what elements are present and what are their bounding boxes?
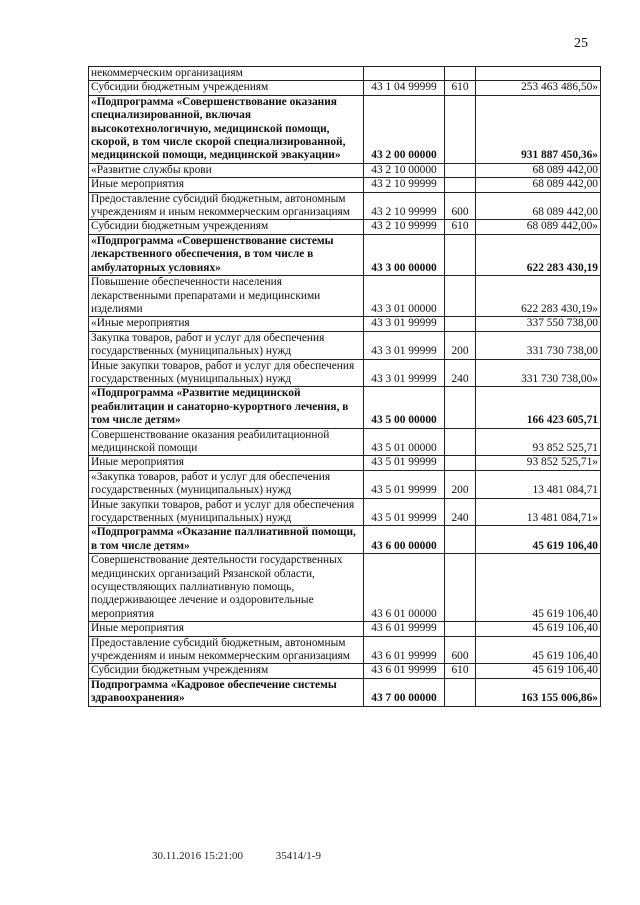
cell-name: Совершенствование деятельности государственных медицинских организаций Рязанской области, осуществляющих паллиативную помощь, поддерживающее лечение и оздоровительные мероприятия xyxy=(89,554,364,622)
cell-code: 43 6 01 00000 xyxy=(364,554,445,622)
cell-vr: 610 xyxy=(445,220,476,234)
cell-amount: 93 852 525,71» xyxy=(476,456,601,470)
cell-code: 43 3 01 99999 xyxy=(364,331,445,359)
cell-vr: 200 xyxy=(445,470,476,498)
cell-name: Иные закупки товаров, работ и услуг для обеспечения государственных (муниципальных) нужд xyxy=(89,359,364,387)
cell-vr: 610 xyxy=(445,81,476,95)
cell-code: 43 5 01 99999 xyxy=(364,470,445,498)
table-row xyxy=(89,178,601,192)
table-row xyxy=(89,163,601,177)
cell-code: 43 6 00 00000 xyxy=(364,526,445,554)
cell-code: 43 3 01 99999 xyxy=(364,359,445,387)
table-row xyxy=(89,234,601,275)
table-row xyxy=(89,276,601,317)
table-row xyxy=(89,67,601,81)
table-row xyxy=(89,636,601,664)
cell-vr: 600 xyxy=(445,192,476,220)
cell-amount: 13 481 084,71» xyxy=(476,498,601,526)
table-row xyxy=(89,192,601,220)
cell-code: 43 3 00 00000 xyxy=(364,234,445,275)
cell-name: «Подпрограмма «Оказание паллиативной помощи, в том числе детям» xyxy=(89,526,364,554)
cell-name: Подпрограмма «Кадровое обеспечение системы здравоохранения» xyxy=(89,678,364,706)
cell-vr: 610 xyxy=(445,664,476,678)
cell-code: 43 1 04 99999 xyxy=(364,81,445,95)
cell-amount: 45 619 106,40 xyxy=(476,636,601,664)
cell-amount: 45 619 106,40 xyxy=(476,622,601,636)
cell-vr: 240 xyxy=(445,359,476,387)
cell-amount: 45 619 106,40 xyxy=(476,526,601,554)
cell-code: 43 6 01 99999 xyxy=(364,636,445,664)
cell-code: 43 2 10 99999 xyxy=(364,220,445,234)
cell-name: «Закупка товаров, работ и услуг для обеспечения государственных (муниципальных) нужд xyxy=(89,470,364,498)
cell-vr xyxy=(445,622,476,636)
table-row xyxy=(89,470,601,498)
cell-code: 43 5 01 99999 xyxy=(364,498,445,526)
cell-vr xyxy=(445,276,476,317)
cell-code: 43 2 10 99999 xyxy=(364,178,445,192)
cell-amount: 331 730 738,00» xyxy=(476,359,601,387)
page-number: 25 xyxy=(574,36,588,51)
table-row xyxy=(89,95,601,163)
cell-name: «Подпрограмма «Совершенствование оказания специализированной, включая высокотехнологичную, медицинской помощи, скорой, в том числе скорой специализированной, медицинской помощи, медицинской эвакуации» xyxy=(89,95,364,163)
budget-table-body xyxy=(89,67,601,707)
cell-name: «Иные мероприятия xyxy=(89,317,364,331)
cell-amount: 622 283 430,19» xyxy=(476,276,601,317)
cell-amount: 253 463 486,50» xyxy=(476,81,601,95)
cell-amount xyxy=(476,67,601,81)
cell-name: Закупка товаров, работ и услуг для обеспечения государственных (муниципальных) нужд xyxy=(89,331,364,359)
cell-amount: 45 619 106,40 xyxy=(476,554,601,622)
cell-amount: 622 283 430,19 xyxy=(476,234,601,275)
cell-amount: 93 852 525,71 xyxy=(476,428,601,456)
cell-vr xyxy=(445,234,476,275)
cell-vr xyxy=(445,67,476,81)
table-row xyxy=(89,664,601,678)
cell-name: «Развитие службы крови xyxy=(89,163,364,177)
cell-amount: 45 619 106,40 xyxy=(476,664,601,678)
cell-code: 43 2 10 00000 xyxy=(364,163,445,177)
table-row xyxy=(89,387,601,428)
table-row xyxy=(89,220,601,234)
cell-vr: 240 xyxy=(445,498,476,526)
table-row xyxy=(89,317,601,331)
cell-name: Совершенствование оказания реабилитационной медицинской помощи xyxy=(89,428,364,456)
cell-name: Иные мероприятия xyxy=(89,178,364,192)
cell-name: Субсидии бюджетным учреждениям xyxy=(89,220,364,234)
cell-code: 43 6 01 99999 xyxy=(364,622,445,636)
cell-name: «Подпрограмма «Развитие медицинской реабилитации и санаторно-курортного лечения, в том числе детям» xyxy=(89,387,364,428)
table-row xyxy=(89,526,601,554)
table-row xyxy=(89,678,601,706)
cell-name: Предоставление субсидий бюджетным, автономным учреждениям и иным некоммерческим организациям xyxy=(89,192,364,220)
cell-vr xyxy=(445,554,476,622)
cell-code: 43 2 10 99999 xyxy=(364,192,445,220)
table-row xyxy=(89,498,601,526)
cell-vr xyxy=(445,163,476,177)
cell-name: Иные мероприятия xyxy=(89,622,364,636)
cell-vr: 600 xyxy=(445,636,476,664)
cell-amount: 68 089 442,00» xyxy=(476,220,601,234)
cell-amount: 68 089 442,00 xyxy=(476,163,601,177)
cell-vr: 200 xyxy=(445,331,476,359)
cell-name: Субсидии бюджетным учреждениям xyxy=(89,81,364,95)
footer xyxy=(152,850,351,862)
table-row xyxy=(89,554,601,622)
cell-name: «Подпрограмма «Совершенствование системы лекарственного обеспечения, в том числе в амбулаторных условиях» xyxy=(89,234,364,275)
cell-amount: 331 730 738,00 xyxy=(476,331,601,359)
budget-table xyxy=(88,66,601,707)
table-row xyxy=(89,428,601,456)
cell-name: Повышение обеспеченности населения лекарственными препаратами и медицинскими изделиями xyxy=(89,276,364,317)
cell-name: Предоставление субсидий бюджетным, автономным учреждениям и иным некоммерческим организациям xyxy=(89,636,364,664)
cell-amount: 68 089 442,00 xyxy=(476,178,601,192)
table-row xyxy=(89,359,601,387)
cell-name: Субсидии бюджетным учреждениям xyxy=(89,664,364,678)
cell-vr xyxy=(445,456,476,470)
table-row xyxy=(89,331,601,359)
cell-code: 43 6 01 99999 xyxy=(364,664,445,678)
footer-datetime: 30.11.2016 15:21:00 xyxy=(152,850,243,862)
table-row xyxy=(89,456,601,470)
cell-vr xyxy=(445,387,476,428)
cell-amount: 68 089 442,00 xyxy=(476,192,601,220)
cell-code: 43 2 00 00000 xyxy=(364,95,445,163)
cell-amount: 337 550 738,00 xyxy=(476,317,601,331)
table-row xyxy=(89,622,601,636)
cell-amount: 163 155 006,86» xyxy=(476,678,601,706)
cell-vr xyxy=(445,178,476,192)
cell-amount: 166 423 605,71 xyxy=(476,387,601,428)
cell-code: 43 5 01 99999 xyxy=(364,456,445,470)
cell-amount: 13 481 084,71 xyxy=(476,470,601,498)
cell-vr xyxy=(445,95,476,163)
cell-vr xyxy=(445,428,476,456)
cell-amount: 931 887 450,36» xyxy=(476,95,601,163)
cell-vr xyxy=(445,678,476,706)
cell-code: 43 5 00 00000 xyxy=(364,387,445,428)
cell-code: 43 7 00 00000 xyxy=(364,678,445,706)
table-row xyxy=(89,81,601,95)
cell-code: 43 3 01 99999 xyxy=(364,317,445,331)
cell-vr xyxy=(445,526,476,554)
cell-name: некоммерческим организациям xyxy=(89,67,364,81)
cell-code: 43 5 01 00000 xyxy=(364,428,445,456)
cell-vr xyxy=(445,317,476,331)
cell-name: Иные мероприятия xyxy=(89,456,364,470)
footer-doc-id: 35414/1-9 xyxy=(275,850,321,862)
cell-name: Иные закупки товаров, работ и услуг для обеспечения государственных (муниципальных) нужд xyxy=(89,498,364,526)
cell-code: 43 3 01 00000 xyxy=(364,276,445,317)
cell-code xyxy=(364,67,445,81)
